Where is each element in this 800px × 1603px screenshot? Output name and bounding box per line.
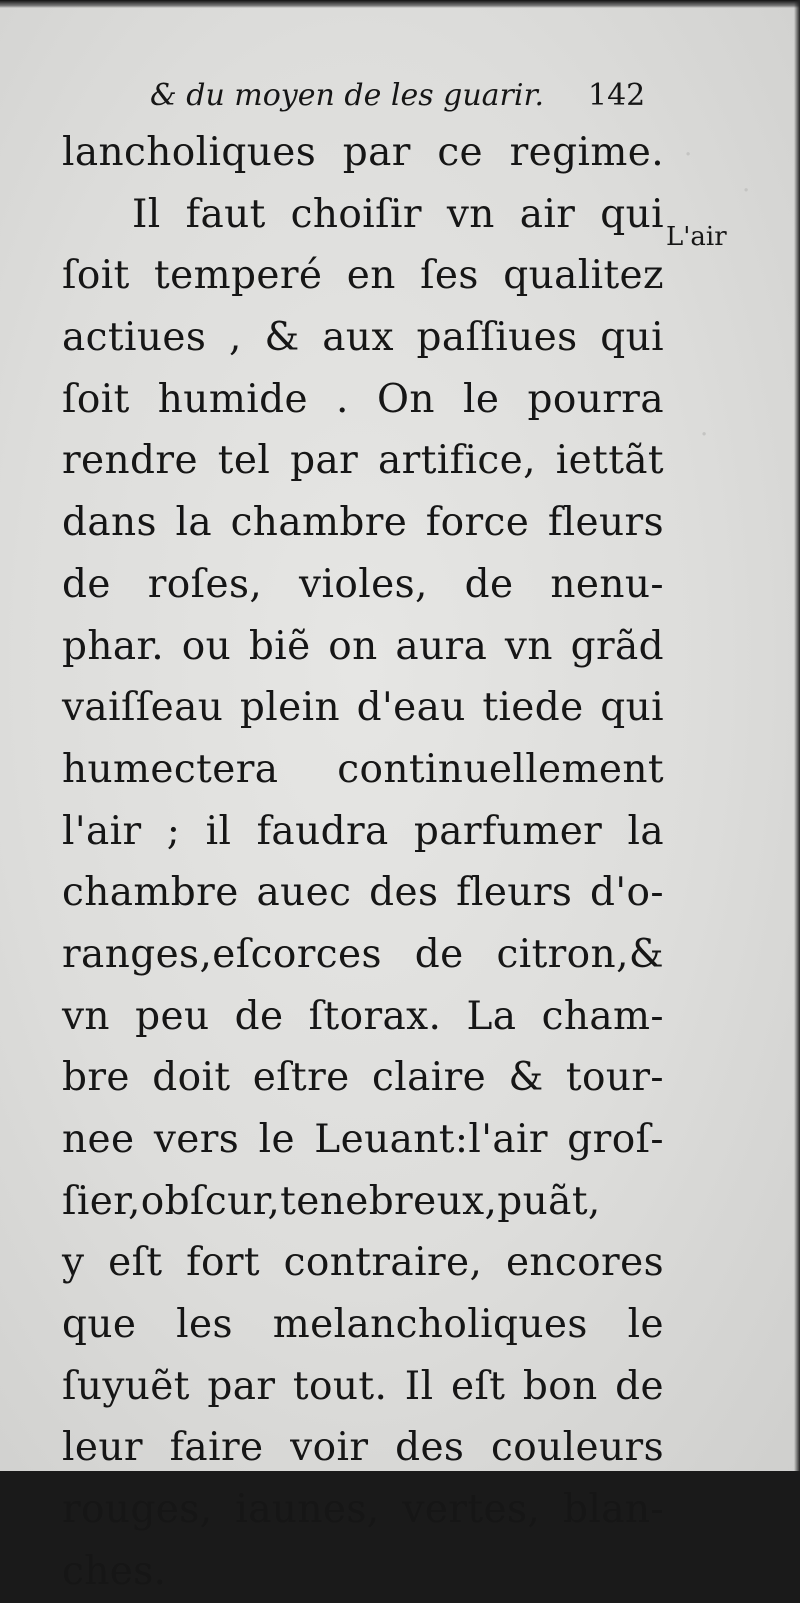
bleed-through-mark: · [700,420,709,450]
running-head [150,78,660,118]
text-line: humectera continuellement [62,746,664,792]
text-line: ſuyuẽt par tout. Il eſt bon de [62,1363,664,1409]
text-line: ſier,obſcur,tenebreux,puãt, [62,1178,601,1224]
text-line: ches. [62,1548,167,1594]
page-top-shadow [0,0,800,8]
text-body [62,122,664,1603]
text-line: phar. ou biẽ on aura vn grãd [62,623,664,669]
text-line: rouges, iaunes, vertes, blan- [62,1487,664,1533]
running-title: & du moyen de les guarir. [150,78,545,113]
text-line: l'air ; il faudra parfumer la [62,808,664,854]
bleed-through-mark: · [742,176,751,206]
text-line: de roſes, violes, de nenu- [62,561,664,607]
text-line: nee vers le Leuant:l'air groſ- [62,1117,664,1162]
page-number: 142 [588,78,646,113]
text-line: ranges,eſcorces de citron,& [62,931,664,977]
bleed-through-mark: · [684,140,693,170]
text-line: chambre auec des fleurs d'o- [62,870,664,916]
text-line: que les melancholiques le [62,1302,664,1348]
text-line: vaiſſeau plein d'eau tiede qui [62,685,664,731]
text-line: vn peu de ſtorax. La cham- [62,993,664,1039]
text-line: Il faut choiſir vn air qui [132,191,664,237]
text-line: leur faire voir des couleurs [62,1425,664,1471]
text-line: dans la chambre force fleurs [62,500,664,546]
text-line: bre doit eſtre claire & tour- [62,1055,664,1101]
marginal-note: L'air [666,222,727,252]
text-line: ſoit humide . On le pourra [62,376,664,422]
text-line: ſoit temperé en ſes qualitez [62,253,664,299]
text-line: rendre tel par artifice, iettãt [62,438,664,484]
text-line: actiues , & aux paſſiues qui [62,315,664,361]
page-right-shadow [794,0,800,1471]
text-line: lancholiques par ce regime. [62,130,664,175]
text-line: y eſt fort contraire, encores [62,1240,664,1286]
